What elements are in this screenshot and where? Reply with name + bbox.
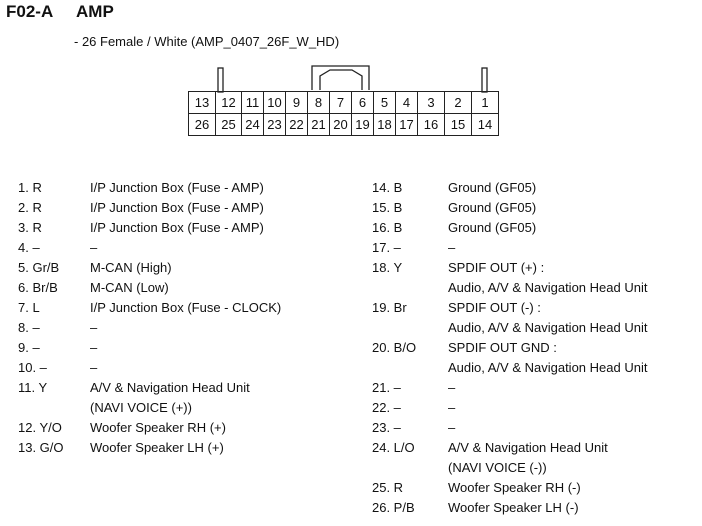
pin-entry [18, 358, 358, 378]
pin-description: Woofer Speaker RH (+) [90, 420, 226, 435]
pin-entry [372, 418, 702, 438]
connector-diagram [186, 64, 518, 144]
pin-cell: 2 [445, 92, 472, 114]
connector-housing-outline [186, 64, 518, 94]
pin-cell: 14 [472, 114, 499, 136]
pin-description: – [448, 380, 456, 395]
pin-entry [18, 258, 358, 278]
connector-header [6, 2, 114, 22]
pin-cell: 22 [286, 114, 308, 136]
pin-number-color: 15. B [372, 200, 403, 215]
pin-description: – [448, 400, 456, 415]
pin-number-color: 11. Y [18, 380, 48, 395]
pin-description: Ground (GF05) [448, 220, 537, 235]
pin-entry [18, 418, 358, 438]
pin-entry [372, 498, 702, 518]
pin-list-right [372, 178, 702, 518]
pin-description: – [90, 320, 98, 335]
pin-entry [18, 198, 358, 218]
pin-cell: 26 [189, 114, 216, 136]
pin-description: A/V & Navigation Head Unit (NAVI VOICE (-)) [448, 440, 608, 475]
pin-entry [372, 178, 702, 198]
pin-grid [188, 91, 499, 136]
pin-cell: 3 [418, 92, 445, 114]
pin-description: I/P Junction Box (Fuse - AMP) [90, 220, 264, 235]
pin-description: – [448, 420, 456, 435]
pin-cell: 17 [396, 114, 418, 136]
pin-entry [18, 218, 358, 238]
pin-row-bottom [189, 114, 499, 136]
pin-cell: 12 [216, 92, 242, 114]
pin-number-color: 6. Br/B [18, 280, 58, 295]
pin-cell: 11 [242, 92, 264, 114]
pin-number-color: 7. L [18, 300, 40, 315]
pin-description: SPDIF OUT (+) : Audio, A/V & Navigation Head Unit [448, 260, 648, 295]
pin-description: Woofer Speaker LH (+) [90, 440, 224, 455]
pin-entry [372, 338, 702, 378]
pin-cell: 19 [352, 114, 374, 136]
pin-description: Ground (GF05) [448, 180, 537, 195]
pin-description: I/P Junction Box (Fuse - CLOCK) [90, 300, 282, 315]
pin-entry [372, 298, 702, 338]
pin-description: I/P Junction Box (Fuse - AMP) [90, 200, 264, 215]
pin-entry [18, 298, 358, 318]
pin-description: M-CAN (High) [90, 260, 172, 275]
pin-entry [18, 438, 358, 458]
pin-description: Woofer Speaker RH (-) [448, 480, 581, 495]
pin-number-color: 23. – [372, 420, 401, 435]
pin-number-color: 5. Gr/B [18, 260, 60, 275]
pin-entry [372, 478, 702, 498]
pin-description: M-CAN (Low) [90, 280, 169, 295]
pin-entry [372, 378, 702, 398]
pin-cell: 5 [374, 92, 396, 114]
pin-number-color: 14. B [372, 180, 403, 195]
pin-number-color: 4. – [18, 240, 40, 255]
pin-number-color: 2. R [18, 200, 42, 215]
pin-number-color: 12. Y/O [18, 420, 62, 435]
pin-entry [372, 398, 702, 418]
pin-cell: 23 [264, 114, 286, 136]
pin-number-color: 18. Y [372, 260, 403, 275]
pin-description: SPDIF OUT (-) : Audio, A/V & Navigation Head Unit [448, 300, 648, 335]
pin-entry [18, 178, 358, 198]
pin-number-color: 16. B [372, 220, 403, 235]
connector-code: F02-A [6, 2, 54, 21]
pin-number-color: 20. B/O [372, 340, 417, 355]
pin-description: I/P Junction Box (Fuse - AMP) [90, 180, 264, 195]
pin-cell: 7 [330, 92, 352, 114]
pin-entry [372, 198, 702, 218]
pin-row-top [189, 92, 499, 114]
pin-entry [372, 438, 702, 478]
pin-cell: 1 [472, 92, 499, 114]
pin-cell: 21 [308, 114, 330, 136]
pin-cell: 8 [308, 92, 330, 114]
pin-number-color: 3. R [18, 220, 42, 235]
pin-entry [18, 238, 358, 258]
pin-cell: 4 [396, 92, 418, 114]
pin-number-color: 9. – [18, 340, 40, 355]
pin-number-color: 19. Br [372, 300, 407, 315]
pin-description: – [90, 240, 98, 255]
pin-cell: 20 [330, 114, 352, 136]
pin-cell: 16 [418, 114, 445, 136]
pin-description: – [90, 360, 98, 375]
pin-number-color: 13. G/O [18, 440, 64, 455]
pin-cell: 6 [352, 92, 374, 114]
pin-entry [18, 278, 358, 298]
pin-number-color: 24. L/O [372, 440, 415, 455]
pin-entry [18, 318, 358, 338]
pin-entry [18, 378, 358, 418]
pin-entry [372, 258, 702, 298]
pin-cell: 24 [242, 114, 264, 136]
pin-cell: 13 [189, 92, 216, 114]
pin-description: Ground (GF05) [448, 200, 537, 215]
pin-description: – [448, 240, 456, 255]
pin-entry [18, 338, 358, 358]
pin-description: – [90, 340, 98, 355]
pin-entry [372, 238, 702, 258]
pin-cell: 9 [286, 92, 308, 114]
pin-number-color: 10. – [18, 360, 47, 375]
pin-cell: 15 [445, 114, 472, 136]
pin-number-color: 26. P/B [372, 500, 415, 515]
pin-number-color: 17. – [372, 240, 401, 255]
pin-entry [372, 218, 702, 238]
pin-description: SPDIF OUT GND : Audio, A/V & Navigation Head Unit [448, 340, 648, 375]
pin-cell: 10 [264, 92, 286, 114]
pin-number-color: 1. R [18, 180, 42, 195]
connector-subtitle: - 26 Female / White (AMP_0407_26F_W_HD) [74, 34, 340, 49]
pin-number-color: 8. – [18, 320, 40, 335]
pin-list-left [18, 178, 358, 458]
pin-number-color: 25. R [372, 480, 404, 495]
pin-number-color: 21. – [372, 380, 401, 395]
pin-description: A/V & Navigation Head Unit (NAVI VOICE (+)) [90, 380, 250, 415]
pin-description: Woofer Speaker LH (-) [448, 500, 579, 515]
connector-title: AMP [76, 2, 114, 21]
pin-cell: 18 [374, 114, 396, 136]
pin-number-color: 22. – [372, 400, 401, 415]
pin-cell: 25 [216, 114, 242, 136]
